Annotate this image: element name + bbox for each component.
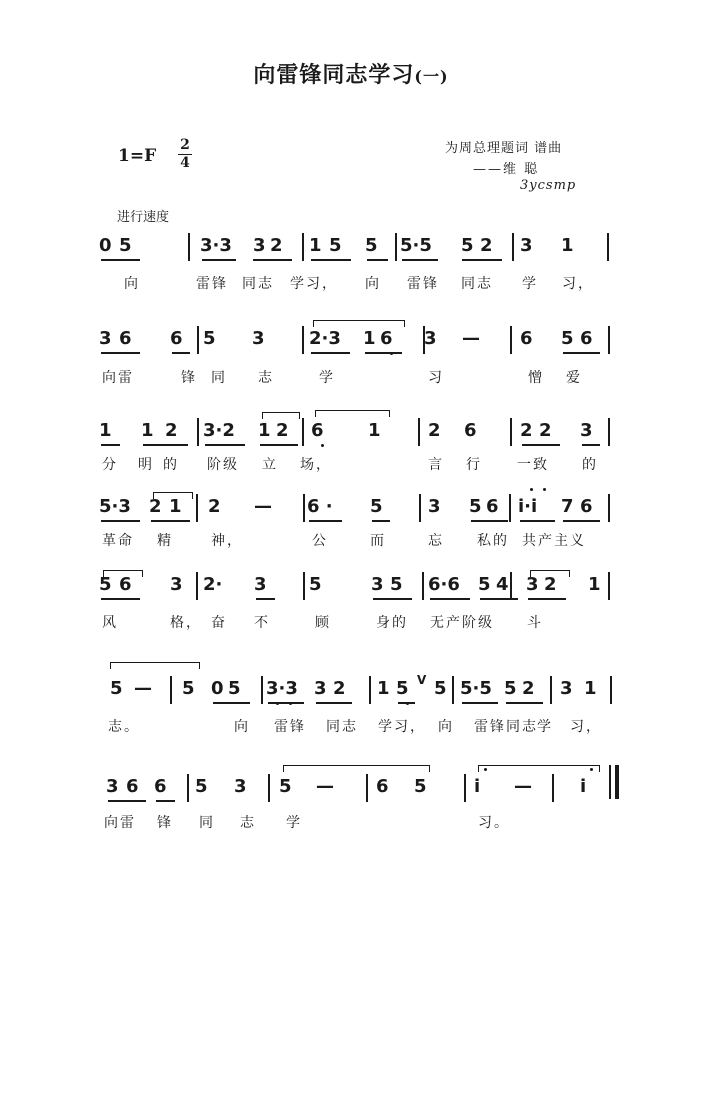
note: 2: [208, 496, 221, 517]
note: 7: [561, 496, 574, 517]
barline: [552, 774, 554, 802]
note: 3: [520, 235, 533, 256]
barline: [608, 418, 610, 446]
beam-underline: [309, 520, 342, 522]
note: 5·3: [99, 496, 131, 517]
lyric-syllable: 学: [537, 719, 553, 735]
time-signature-top: 2: [180, 137, 190, 153]
note: —: [254, 496, 272, 517]
note: 3: [254, 574, 267, 595]
beam-underline: [156, 800, 175, 802]
lyric-syllable: 向雷: [102, 370, 134, 386]
beam-underline: [172, 352, 190, 354]
note: 2: [522, 678, 535, 699]
lyric-syllable: 学习，: [290, 276, 338, 292]
composer-credit: ——维 聪: [473, 162, 540, 177]
note: 5: [461, 235, 474, 256]
barline: [510, 572, 512, 600]
lyric-syllable: 向: [234, 719, 250, 735]
note: 1: [169, 496, 182, 517]
note: 1: [377, 678, 390, 699]
lyric-syllable: 习，: [562, 276, 594, 292]
barline: [608, 494, 610, 522]
lyric-syllable: 向: [438, 719, 454, 735]
barline: [607, 233, 609, 261]
barline: [608, 326, 610, 354]
time-signature-bottom: 4: [180, 155, 190, 171]
beam-underline: [520, 520, 555, 522]
note: 6: [464, 420, 477, 441]
lyric-syllable: 明: [138, 457, 154, 473]
octave-dot-low: [406, 702, 409, 705]
beam-underline: [256, 598, 275, 600]
note: 5·5: [400, 235, 432, 256]
beam-underline: [253, 259, 292, 261]
lyric-syllable: 志: [258, 370, 274, 386]
beam-underline: [365, 352, 402, 354]
note: 5·5: [460, 678, 492, 699]
lyric-syllable: 斗: [527, 615, 543, 631]
note: 1: [99, 420, 112, 441]
barline: [510, 418, 512, 446]
slur: [530, 570, 570, 577]
note: 1: [141, 420, 154, 441]
beam-underline: [101, 352, 140, 354]
beam-underline: [506, 702, 543, 704]
beam-underline: [462, 702, 498, 704]
note: 6: [486, 496, 499, 517]
lyric-syllable: 同志: [461, 276, 493, 292]
lyric-syllable: 同志: [242, 276, 274, 292]
octave-dot-low: [321, 444, 324, 447]
note: 2: [149, 496, 162, 517]
slur: [478, 765, 600, 772]
barline: [452, 676, 454, 704]
lyric-syllable: 向雷: [104, 815, 136, 831]
note: 6: [380, 328, 393, 349]
lyric-syllable: 立: [262, 457, 278, 473]
note: 1: [363, 328, 376, 349]
note: 6: [170, 328, 183, 349]
note: 1: [561, 235, 574, 256]
note: 5: [228, 678, 241, 699]
note: 6: [119, 574, 132, 595]
lyric-syllable: 的: [163, 457, 179, 473]
key-signature: 1=F: [118, 146, 157, 166]
note: 5: [478, 574, 491, 595]
note: 2: [539, 420, 552, 441]
beam-underline: [101, 598, 140, 600]
note: 5: [203, 328, 216, 349]
barline: [419, 494, 421, 522]
note: 5: [561, 328, 574, 349]
note: 6 ·: [307, 496, 333, 517]
note: 1: [368, 420, 381, 441]
note: —: [134, 678, 152, 699]
barline: [303, 494, 305, 522]
beam-underline: [108, 800, 146, 802]
note: i·i: [518, 496, 538, 517]
beam-underline: [101, 444, 120, 446]
barline: [610, 676, 612, 704]
note: —: [462, 328, 480, 349]
note: 3: [170, 574, 183, 595]
lyric-syllable: 同: [211, 370, 227, 386]
beam-underline: [311, 259, 351, 261]
note: 5: [195, 776, 208, 797]
breath-mark: V: [417, 673, 427, 687]
beam-underline: [522, 444, 560, 446]
lyric-syllable: 学: [522, 276, 538, 292]
lyric-syllable: 习。: [478, 815, 510, 831]
note: 3: [253, 235, 266, 256]
barline: [303, 572, 305, 600]
note: 5: [110, 678, 123, 699]
barline: [261, 676, 263, 704]
note: 5: [370, 496, 383, 517]
note: 2: [428, 420, 441, 441]
beam-underline: [471, 520, 508, 522]
note: 2: [520, 420, 533, 441]
beam-underline: [528, 598, 566, 600]
lyric-syllable: 的: [582, 457, 598, 473]
beam-underline: [582, 444, 600, 446]
note: 5: [99, 574, 112, 595]
lyric-syllable: 爱: [566, 370, 582, 386]
slur: [262, 412, 300, 419]
barline: [197, 418, 199, 446]
octave-dot-low: [390, 352, 393, 355]
note: 4: [496, 574, 509, 595]
note: 2: [276, 420, 289, 441]
lyric-credit: 为周总理题词 谱曲: [445, 141, 563, 156]
barline: [187, 774, 189, 802]
beam-underline: [260, 444, 298, 446]
song-title-part: (一): [414, 67, 449, 86]
note: 3: [526, 574, 539, 595]
time-signature: [178, 138, 192, 171]
beam-underline: [462, 259, 502, 261]
barline: [268, 774, 270, 802]
barline: [302, 233, 304, 261]
lyric-syllable: 格，: [170, 615, 202, 631]
barline: [196, 494, 198, 522]
lyric-syllable: 阶级: [207, 457, 239, 473]
barline: [196, 572, 198, 600]
barline: [550, 676, 552, 704]
octave-dot-low: [276, 702, 279, 705]
note: 6: [376, 776, 389, 797]
beam-underline: [311, 352, 350, 354]
note: 3: [99, 328, 112, 349]
slur: [153, 492, 193, 499]
note: 5: [182, 678, 195, 699]
note: 3·3: [200, 235, 232, 256]
song-title: [0, 58, 702, 89]
note: 2: [165, 420, 178, 441]
barline: [510, 326, 512, 354]
slur: [283, 765, 430, 772]
lyric-syllable: 而: [370, 533, 386, 549]
lyric-syllable: 向: [365, 276, 381, 292]
slur: [110, 662, 200, 669]
lyric-syllable: 锋: [157, 815, 173, 831]
beam-underline: [563, 520, 600, 522]
lyric-syllable: 同: [199, 815, 215, 831]
note: 3: [580, 420, 593, 441]
octave-dot-low: [289, 702, 292, 705]
lyric-syllable: 顾: [315, 615, 331, 631]
barline: [418, 418, 420, 446]
lyric-syllable: 私的: [477, 533, 509, 549]
barline: [197, 326, 199, 354]
barline: [369, 676, 371, 704]
note: 3: [424, 328, 437, 349]
note: 1: [584, 678, 597, 699]
beam-underline: [430, 598, 470, 600]
lyric-syllable: 革命: [102, 533, 134, 549]
lyric-syllable: 志。: [108, 719, 140, 735]
note: 2: [544, 574, 557, 595]
note: 6: [580, 328, 593, 349]
note: i: [474, 776, 481, 797]
lyric-syllable: 不: [254, 615, 270, 631]
note: i: [580, 776, 587, 797]
slur: [315, 410, 390, 417]
barline: [464, 774, 466, 802]
lyric-syllable: 言: [428, 457, 444, 473]
lyric-syllable: 忘: [428, 533, 444, 549]
beam-underline: [213, 702, 250, 704]
note: 5: [329, 235, 342, 256]
note: 3: [428, 496, 441, 517]
beam-underline: [367, 259, 388, 261]
note: 6: [119, 328, 132, 349]
note: 5: [434, 678, 447, 699]
lyric-syllable: 场，: [300, 457, 332, 473]
octave-dot-high: [530, 488, 533, 491]
note: —: [514, 776, 532, 797]
lyric-syllable: 学: [319, 370, 335, 386]
octave-dot-high: [543, 488, 546, 491]
note: 3: [106, 776, 119, 797]
barline: [302, 326, 304, 354]
barline: [509, 494, 511, 522]
note: 6·6: [428, 574, 460, 595]
note: 0: [99, 235, 112, 256]
note: 3: [560, 678, 573, 699]
lyric-syllable: 学: [286, 815, 302, 831]
handwritten-signature: 3ycsmp: [520, 178, 577, 193]
song-title-text: 向雷锋同志学习: [253, 62, 415, 88]
beam-underline: [151, 520, 190, 522]
lyric-syllable: 憎: [528, 370, 544, 386]
note: 2·3: [309, 328, 341, 349]
lyric-syllable: 雷锋同志: [474, 719, 538, 735]
barline: [512, 233, 514, 261]
lyric-syllable: 行: [466, 457, 482, 473]
slur: [313, 320, 405, 327]
lyric-syllable: 雷锋: [196, 276, 228, 292]
beam-underline: [268, 702, 304, 704]
beam-underline: [101, 259, 140, 261]
slur: [103, 570, 143, 577]
note: 6: [520, 328, 533, 349]
note: 0: [211, 678, 224, 699]
note: 5: [390, 574, 403, 595]
note: 2: [270, 235, 283, 256]
note: 5: [309, 574, 322, 595]
lyric-syllable: 身的: [376, 615, 408, 631]
note: 5: [414, 776, 427, 797]
lyric-syllable: 一致: [517, 457, 549, 473]
barline: [366, 774, 368, 802]
beam-underline: [373, 598, 412, 600]
barline: [395, 233, 397, 261]
note: 6: [580, 496, 593, 517]
lyric-syllable: 习: [428, 370, 444, 386]
note: 6: [311, 420, 324, 441]
lyric-syllable: 公: [312, 533, 328, 549]
lyric-syllable: 雷锋: [407, 276, 439, 292]
note: 1: [588, 574, 601, 595]
note: 3·2: [203, 420, 235, 441]
lyric-syllable: 风: [102, 615, 118, 631]
beam-underline: [202, 259, 236, 261]
lyric-syllable: 向: [124, 276, 140, 292]
note: 3: [314, 678, 327, 699]
barline: [302, 418, 304, 446]
beam-underline: [480, 598, 518, 600]
tempo-marking: 进行速度: [117, 210, 170, 225]
note: —: [316, 776, 334, 797]
note: 5: [119, 235, 132, 256]
note: 2: [480, 235, 493, 256]
note: 3: [252, 328, 265, 349]
lyric-syllable: 奋: [211, 615, 227, 631]
lyric-syllable: 无产阶级: [430, 615, 494, 631]
final-barline-thin: [609, 765, 611, 799]
note: 5: [365, 235, 378, 256]
final-barline-thick: [615, 765, 619, 799]
barline: [608, 572, 610, 600]
note: 5: [469, 496, 482, 517]
note: 2: [333, 678, 346, 699]
barline: [170, 676, 172, 704]
note: 5: [396, 678, 409, 699]
lyric-syllable: 习，: [570, 719, 602, 735]
beam-underline: [563, 352, 600, 354]
beam-underline: [101, 520, 140, 522]
note: 5: [279, 776, 292, 797]
note: 6: [126, 776, 139, 797]
lyric-syllable: 共产主义: [522, 533, 586, 549]
lyric-syllable: 雷锋: [274, 719, 306, 735]
lyric-syllable: 精: [157, 533, 173, 549]
note: 6: [154, 776, 167, 797]
note: 3: [371, 574, 384, 595]
lyric-syllable: 分: [102, 457, 118, 473]
note: 3: [234, 776, 247, 797]
barline: [188, 233, 190, 261]
beam-underline: [372, 520, 390, 522]
lyric-syllable: 神，: [211, 533, 243, 549]
beam-underline: [402, 259, 438, 261]
note: 2·: [203, 574, 223, 595]
barline: [422, 572, 424, 600]
note: 1: [258, 420, 271, 441]
lyric-syllable: 锋: [181, 370, 197, 386]
note: 5: [504, 678, 517, 699]
beam-underline: [205, 444, 245, 446]
lyric-syllable: 志: [240, 815, 256, 831]
beam-underline: [143, 444, 188, 446]
note: 1: [309, 235, 322, 256]
note: 3·3: [266, 678, 298, 699]
lyric-syllable: 学习，: [378, 719, 426, 735]
lyric-syllable: 同志: [326, 719, 358, 735]
beam-underline: [316, 702, 352, 704]
